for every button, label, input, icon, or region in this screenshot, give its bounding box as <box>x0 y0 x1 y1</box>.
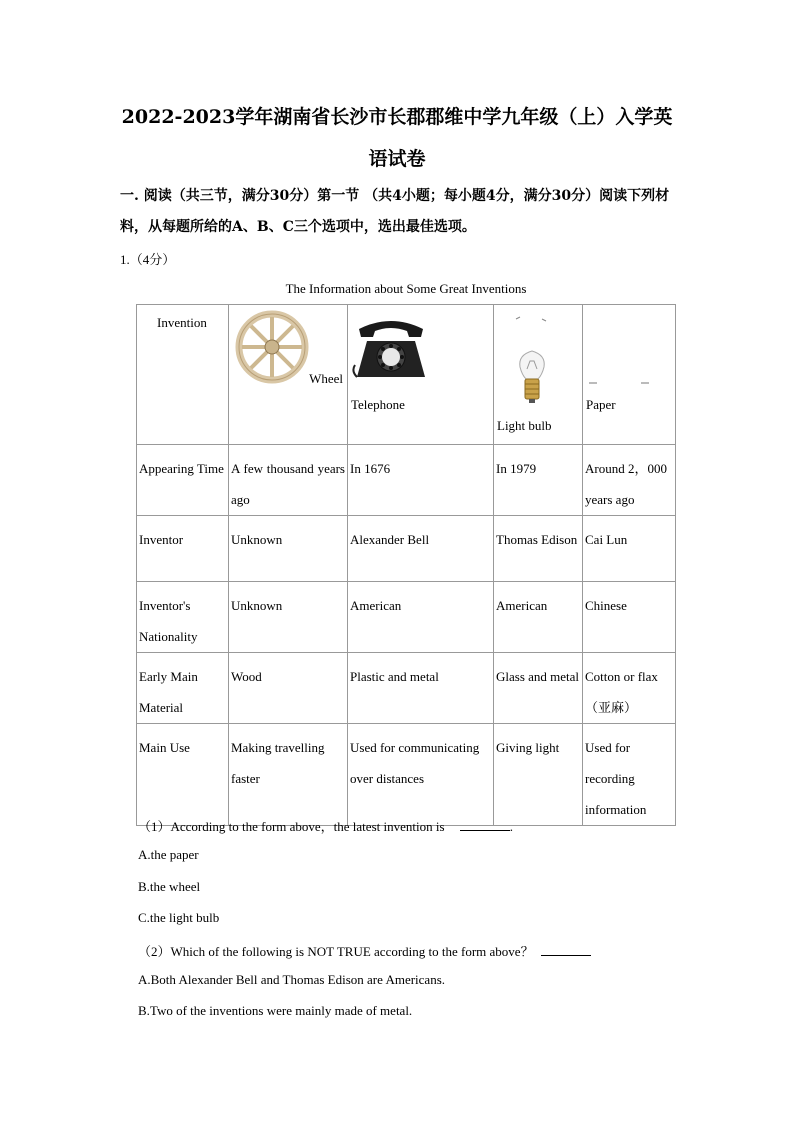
table-cell: Around 2，000 years ago <box>583 445 676 516</box>
table-cell: American <box>348 582 494 653</box>
light-bulb-label: Light bulb <box>497 418 552 433</box>
table-cell: Used for recording information <box>583 724 676 826</box>
table-cell: In 1676 <box>348 445 494 516</box>
table-cell: Cotton or flax（亚麻） <box>583 653 676 724</box>
inventions-table <box>136 304 676 826</box>
table-cell: Unknown <box>229 582 348 653</box>
question-1-stem: （1）According to the form above，the latest invention is . <box>138 819 514 834</box>
light-bulb-cell <box>494 305 583 445</box>
paper-icon <box>589 379 649 387</box>
table-cell: A few thousand years ago <box>229 445 348 516</box>
question-number: 1.（4分） <box>120 252 176 267</box>
table-cell: Cai Lun <box>583 516 676 582</box>
telephone-icon <box>351 315 431 381</box>
section-instructions: 一. 阅读（共三节，满分30分）第一节 （共4小题；每小题4分，满分30分）阅读下列材料，从每题所给的A、B、C三个选项中，选出最佳选项。 <box>120 188 670 235</box>
wheel-icon <box>234 309 310 385</box>
question-2-text: （2）Which of the following is NOT TRUE according to the form above？ <box>138 944 534 959</box>
row-label: Early Main Material <box>137 653 229 724</box>
table-header-row <box>137 305 676 445</box>
wheel-label: Wheel <box>309 371 343 386</box>
row-label: Appearing Time <box>137 445 229 516</box>
question-2-stem <box>138 941 591 960</box>
wheel-cell <box>229 305 348 445</box>
table-row <box>137 445 676 516</box>
table-cell: Making travelling faster <box>229 724 348 826</box>
question-1-option-b: B.the wheel <box>138 879 201 894</box>
paper-cell <box>583 305 676 445</box>
paper-label: Paper <box>586 397 616 412</box>
question-1-option-a: A.the paper <box>138 847 199 862</box>
exam-title-line-1: 2022-2023学年湖南省长沙市长郡郡维中学九年级（上）入学英 <box>121 106 673 128</box>
table-row <box>137 582 676 653</box>
header-label-cell <box>137 305 229 445</box>
table-cell: Thomas Edison <box>494 516 583 582</box>
table-row <box>137 653 676 724</box>
table-cell: Unknown <box>229 516 348 582</box>
row-label: Inventor <box>137 516 229 582</box>
table-cell: Wood <box>229 653 348 724</box>
table-cell: Used for communicating over distances <box>348 724 494 826</box>
table-cell: Glass and metal <box>494 653 583 724</box>
telephone-label: Telephone <box>351 397 405 412</box>
question-1-text: （1）According to the form above，the latest invention is <box>138 819 445 834</box>
answer-blank <box>541 943 591 956</box>
answer-blank <box>460 818 510 831</box>
table-cell: Giving light <box>494 724 583 826</box>
table-cell: In 1979 <box>494 445 583 516</box>
table-row <box>137 724 676 826</box>
table-cell: Alexander Bell <box>348 516 494 582</box>
row-label: Main Use <box>137 724 229 826</box>
question-2-option-b: B.Two of the inventions were mainly made of metal. <box>138 1003 413 1018</box>
table-row <box>137 516 676 582</box>
light-bulb-icon <box>512 313 552 413</box>
telephone-cell <box>348 305 494 445</box>
table-cell: American <box>494 582 583 653</box>
row-label: Inventor's Nationality <box>137 582 229 653</box>
table-cell: Plastic and metal <box>348 653 494 724</box>
question-2-option-a: A.Both Alexander Bell and Thomas Edison are Americans. <box>138 972 445 987</box>
question-1-option-c: C.the light bulb <box>138 910 220 925</box>
table-caption: The Information about Some Great Inventions <box>285 281 527 296</box>
table-cell: Chinese <box>583 582 676 653</box>
exam-title-line-2: 语试卷 <box>368 148 426 170</box>
invention-header-label: Invention <box>157 315 207 330</box>
